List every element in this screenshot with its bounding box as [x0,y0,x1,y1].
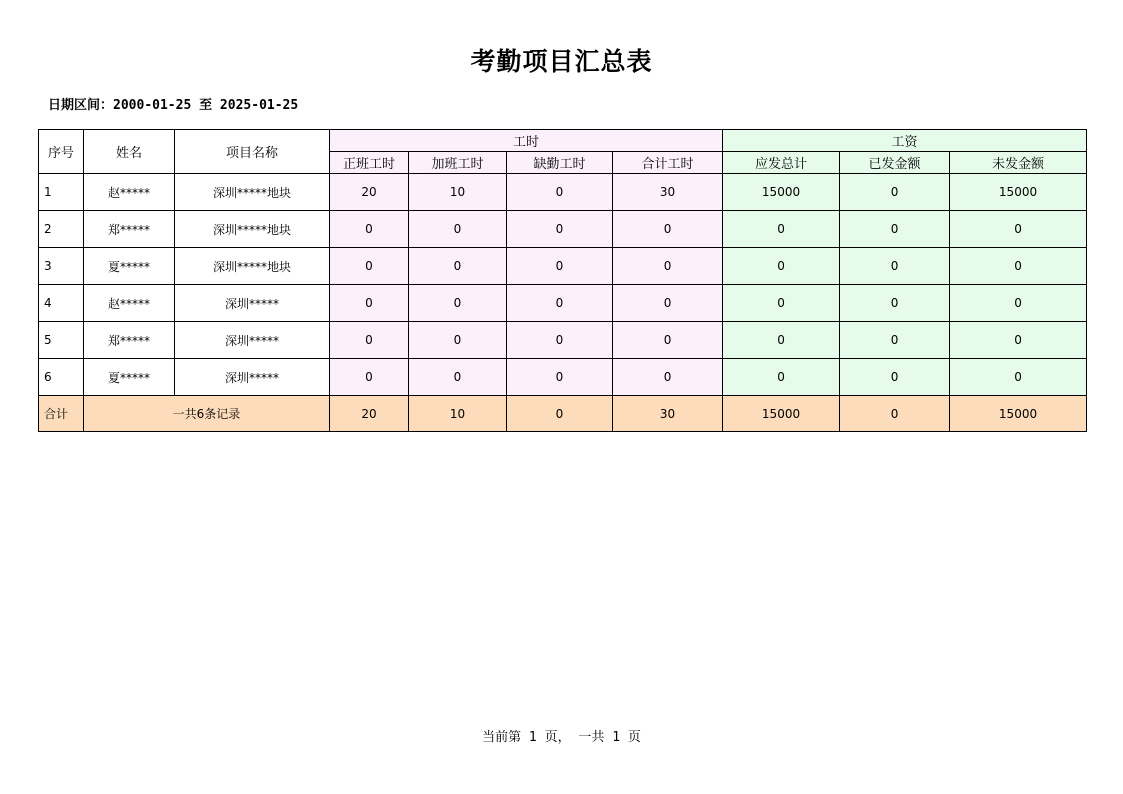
cell-payable: 0 [723,322,840,359]
cell-total-hours: 30 [613,174,723,211]
cell-regular: 0 [330,211,409,248]
cell-payable: 15000 [723,174,840,211]
cell-overtime: 0 [409,322,507,359]
cell-regular: 0 [330,285,409,322]
total-payable: 15000 [723,396,840,432]
total-row [39,396,1087,432]
cell-paid: 0 [840,248,950,285]
cell-paid: 0 [840,285,950,322]
cell-paid: 0 [840,359,950,396]
cell-project: 深圳***** [175,359,330,396]
attendance-summary-table [38,129,1087,432]
header-regular-hours: 正班工时 [330,152,409,174]
cell-name: 郑***** [84,211,175,248]
page-footer: 当前第 1 页， 一共 1 页 [482,730,641,745]
page-title: 考勤项目汇总表 [470,47,653,76]
total-overtime: 10 [409,396,507,432]
cell-seq: 3 [39,248,84,285]
cell-seq: 2 [39,211,84,248]
cell-absence: 0 [507,248,613,285]
cell-absence: 0 [507,322,613,359]
cell-total-hours: 0 [613,285,723,322]
cell-total-hours: 0 [613,359,723,396]
cell-regular: 0 [330,248,409,285]
cell-total-hours: 0 [613,322,723,359]
total-unpaid: 15000 [950,396,1087,432]
total-total-hours: 30 [613,396,723,432]
cell-total-hours: 0 [613,248,723,285]
table-row [39,359,1087,396]
header-group-wages: 工资 [723,130,1087,152]
header-unpaid: 未发金额 [950,152,1087,174]
table-row [39,211,1087,248]
cell-name: 赵***** [84,174,175,211]
cell-unpaid: 0 [950,211,1087,248]
header-paid: 已发金额 [840,152,950,174]
total-regular: 20 [330,396,409,432]
cell-seq: 1 [39,174,84,211]
cell-unpaid: 15000 [950,174,1087,211]
cell-project: 深圳***** [175,285,330,322]
cell-payable: 0 [723,359,840,396]
header-total-hours: 合计工时 [613,152,723,174]
header-overtime-hours: 加班工时 [409,152,507,174]
cell-name: 赵***** [84,285,175,322]
cell-regular: 20 [330,174,409,211]
cell-paid: 0 [840,211,950,248]
cell-absence: 0 [507,211,613,248]
cell-payable: 0 [723,248,840,285]
cell-regular: 0 [330,359,409,396]
cell-unpaid: 0 [950,359,1087,396]
cell-project: 深圳***** [175,322,330,359]
cell-overtime: 0 [409,285,507,322]
cell-overtime: 10 [409,174,507,211]
cell-unpaid: 0 [950,322,1087,359]
cell-name: 夏***** [84,248,175,285]
date-range [48,94,298,113]
cell-unpaid: 0 [950,248,1087,285]
cell-overtime: 0 [409,211,507,248]
header-payable: 应发总计 [723,152,840,174]
cell-seq: 6 [39,359,84,396]
cell-paid: 0 [840,174,950,211]
total-absence: 0 [507,396,613,432]
header-absence-hours: 缺勤工时 [507,152,613,174]
cell-regular: 0 [330,322,409,359]
total-paid: 0 [840,396,950,432]
header-project: 项目名称 [175,130,330,174]
total-records: 一共6条记录 [84,396,330,432]
header-seq: 序号 [39,130,84,174]
cell-unpaid: 0 [950,285,1087,322]
cell-seq: 5 [39,322,84,359]
table-row [39,322,1087,359]
date-range-value: 2000-01-25 至 2025-01-25 [113,98,299,113]
table-row [39,285,1087,322]
cell-absence: 0 [507,359,613,396]
cell-overtime: 0 [409,359,507,396]
table-row [39,248,1087,285]
cell-seq: 4 [39,285,84,322]
header-group-hours: 工时 [330,130,723,152]
cell-paid: 0 [840,322,950,359]
total-label: 合计 [39,396,84,432]
cell-payable: 0 [723,211,840,248]
cell-project: 深圳*****地块 [175,174,330,211]
header-name: 姓名 [84,130,175,174]
cell-absence: 0 [507,285,613,322]
cell-payable: 0 [723,285,840,322]
cell-project: 深圳*****地块 [175,211,330,248]
date-range-label: 日期区间： [48,98,114,113]
cell-name: 郑***** [84,322,175,359]
cell-overtime: 0 [409,248,507,285]
cell-project: 深圳*****地块 [175,248,330,285]
table-row [39,174,1087,211]
cell-absence: 0 [507,174,613,211]
cell-total-hours: 0 [613,211,723,248]
cell-name: 夏***** [84,359,175,396]
